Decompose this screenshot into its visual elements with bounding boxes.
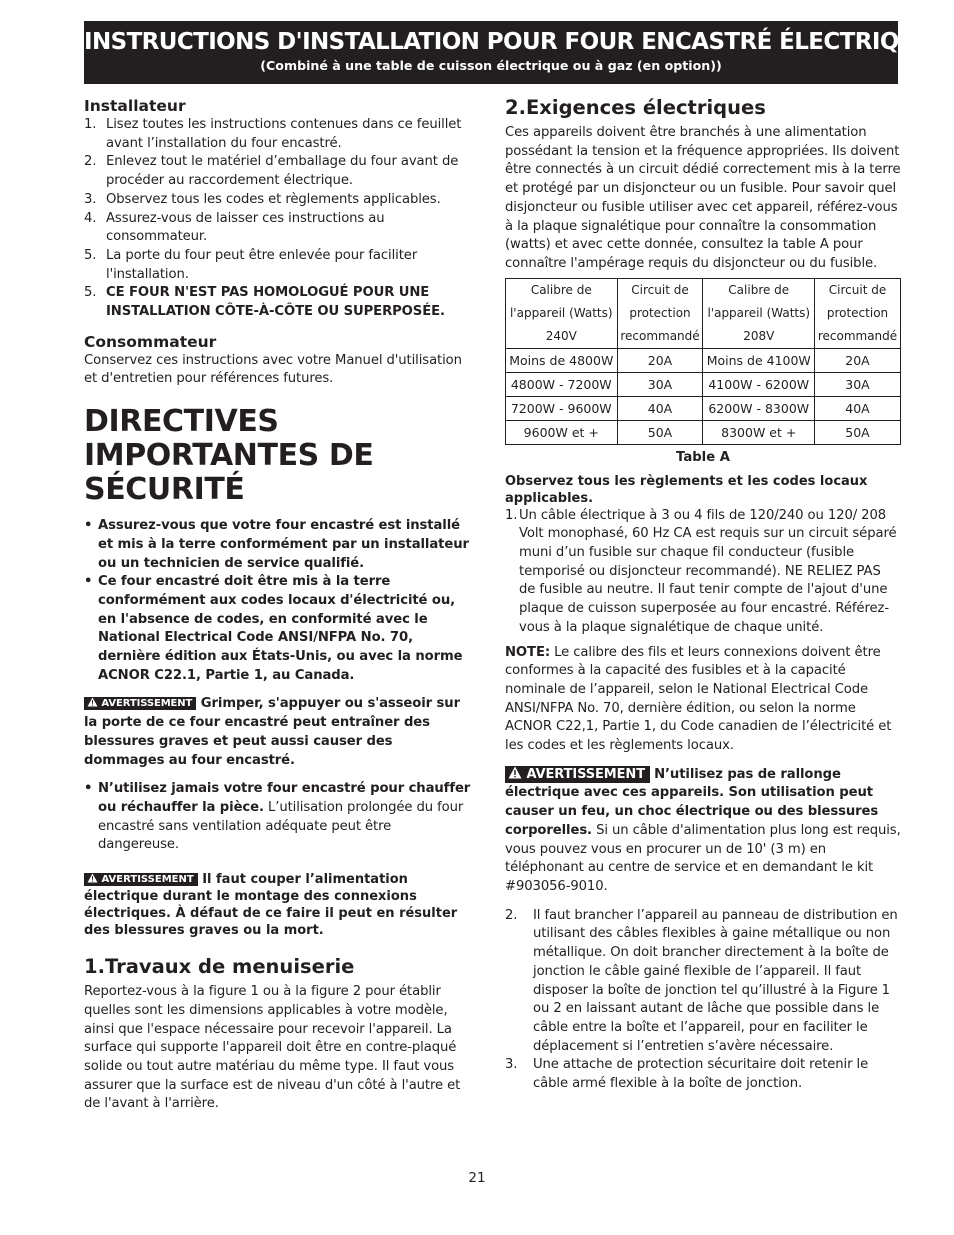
table-row <box>506 372 901 396</box>
left-column <box>84 96 474 1114</box>
table-cell: 8300W et + <box>703 420 815 444</box>
table-header-cell: Calibre de l'appareil (Watts) 240V <box>506 278 618 348</box>
table-cell: 20A <box>815 348 901 372</box>
list-item: 1. Un câble électrique à 3 ou 4 fils de 120/240 ou 120/ 208 Volt monophasé, 60 Hz CA est requis sur un circuit séparé muni d’un fusible sur chaque fil conducteur (fusible temporisé ou disjoncteur recommandé). NE RELIEZ PAS de fusible au neutre. Il faut tenir compte de l'ajout d'une plaque de cuisson superposée au four encastré. Référez-vous à la plaque signalétique de chaque unité. <box>505 507 897 635</box>
consommateur-heading: Consommateur <box>84 332 217 351</box>
header-banner <box>84 21 932 84</box>
table-cell: 9600W et + <box>506 420 618 444</box>
warning-badge: AVERTISSEMENT <box>505 766 650 783</box>
warning-door: AVERTISSEMENT Grimper, s'appuyer ou s'asseoir sur la porte de ce four encastré peut entraîner des blessures graves et peut aussi causer des dommages au four encastré. <box>84 696 460 768</box>
table-cell: 4100W - 6200W <box>703 372 815 396</box>
observe-codes: Observez tous les règlements et les codes locaux applicables. <box>505 473 868 506</box>
right-column <box>505 96 901 1094</box>
electrical-list-1 <box>505 507 901 638</box>
table-cell: Moins de 4100W <box>703 348 815 372</box>
section2-intro: Ces appareils doivent être branchés à une alimentation possédant la tension et la fréquence appropriées. Ils doivent être connectés à un circuit dédié correctement mis à la terre et protégé par un disjoncteur ou un fusible. Pour savoir quel disjoncteur ou fusible utiliser avec cet appareil, référez-vous à la plaque signalétique pour connaître la consommation (watts) et avec cette donnée, consultez la table A pour connaître l'ampérage requis du disjoncteur ou du fusible. <box>505 125 901 271</box>
warning-power: AVERTISSEMENT Il faut couper l’alimentation électrique durant le montage des connexions électriques. À défaut de ce faire il peut en résulter des blessures graves ou la mort. <box>84 872 458 939</box>
list-item: 2. Enlevez tout le matériel d’emballage du four avant de procéder au raccordement électrique. <box>84 154 459 189</box>
list-item: 2. Il faut brancher l’appareil au panneau de distribution en utilisant des câbles flexibles à gaine métallique ou non métallique. On doit brancher directement à la boîte de jonction le câble gainé flexible de l’appareil. Il faut disposer la boîte de jonction tel qu’illustré à la Figure 1 ou 2 en laissant autant de lâche que possible dans le câble entre la boîte et l’appareil, pour en faciliter le déplacement si l’entretien s’avère nécessaire. <box>505 907 898 1054</box>
table-cell: 30A <box>815 372 901 396</box>
table-cell: 7200W - 9600W <box>506 396 618 420</box>
table-cell: 50A <box>617 420 703 444</box>
amperage-table <box>505 278 901 445</box>
table-row <box>506 420 901 444</box>
table-cell: 40A <box>617 396 703 420</box>
table-cell: 20A <box>617 348 703 372</box>
list-item: 5. CE FOUR N'EST PAS HOMOLOGUÉ POUR UNE INSTALLATION CÔTE-À-CÔTE OU SUPERPOSÉE. <box>84 285 445 320</box>
list-item: 1. Lisez toutes les instructions contenues dans ce feuillet avant l’installation du four encastré. <box>84 117 462 151</box>
list-item: 3. Une attache de protection sécuritaire doit retenir le câble armé flexible à la boîte de jonction. <box>505 1057 869 1092</box>
warning-badge: AVERTISSEMENT <box>84 697 196 710</box>
consommateur-text: Conservez ces instructions avec votre Manuel d'utilisation et d'entretien pour références futures. <box>84 352 462 387</box>
table-header-cell: Calibre de l'appareil (Watts) 208V <box>703 278 815 348</box>
page-number: 21 <box>468 1170 486 1186</box>
safety-bullets <box>84 517 474 685</box>
safety-bullets-2 <box>84 780 474 855</box>
table-header-cell: Circuit de protection recommandé <box>815 278 901 348</box>
table-cell: 50A <box>815 420 901 444</box>
section1-text: Reportez-vous à la figure 1 ou à la figure 2 pour établir quelles sont les dimensions applicables à votre modèle, ainsi que l'espace nécessaire pour recevoir l'appareil. La surface qui supporte l'appareil doit être en contre-plaqué solide ou tout autre matériau du même type. Il faut vous assurer que la surface est de niveau d'un côté à l'autre et de l'avant à l'arrière. <box>84 984 461 1112</box>
list-item: • N’utilisez jamais votre four encastré pour chauffer ou réchauffer la pièce. L’utilisation prolongée du four encastré sans ventilation adéquate peut être dangereuse. <box>84 781 471 853</box>
electrical-list-2 <box>505 907 901 1094</box>
document-title: INSTRUCTIONS D'INSTALLATION POUR FOUR ENCASTRÉ ÉLECTRIQUE <box>84 29 932 55</box>
installateur-list <box>84 116 474 322</box>
warning-badge: AVERTISSEMENT <box>84 873 198 886</box>
table-row <box>506 348 901 372</box>
table-cell: 30A <box>617 372 703 396</box>
table-cell: 6200W - 8300W <box>703 396 815 420</box>
list-item: • Assurez-vous que votre four encastré est installé et mis à la terre conformément par un installateur ou un technicien de service qualifié. <box>84 518 469 571</box>
list-item: 3. Observez tous les codes et règlements applicables. <box>84 191 441 207</box>
safety-title: DIRECTIVES IMPORTANTES DE SÉCURITÉ <box>84 404 374 508</box>
table-header-row <box>506 278 901 348</box>
table-cell: Moins de 4800W <box>506 348 618 372</box>
list-item: 5. La porte du four peut être enlevée pour faciliter l'installation. <box>84 247 418 282</box>
section1-heading: 1.Travaux de menuiserie <box>84 955 355 979</box>
table-caption: Table A <box>676 449 730 465</box>
warning-extension-cord: AVERTISSEMENT N’utilisez pas de rallonge électrique avec ces appareils. Son utilisation peut causer un feu, un choc électrique ou des blessures corporelles. Si un câble d'alimentation plus long est requis, vous pouvez vous en procurer un de 10' (3 m) en téléphonant au centre de service et en demandant le kit #903056-9010. <box>505 766 901 894</box>
table-row <box>506 396 901 420</box>
warning-triangle-icon <box>508 766 522 779</box>
list-item: • Ce four encastré doit être mis à la terre conformément aux codes locaux d'électricité ou, en l'absence de codes, en conformité avec le National Electrical Code ANSI/NFPA No. 70, dernière édition aux États-Unis, ou avec la norme ACNOR C22.1, Partie 1, au Canada. <box>84 574 463 683</box>
table-cell: 4800W - 7200W <box>506 372 618 396</box>
installateur-heading: Installateur <box>84 97 186 115</box>
section2-heading: 2.Exigences électriques <box>505 96 766 119</box>
warning-triangle-icon <box>87 873 98 883</box>
warning-triangle-icon <box>87 697 98 707</box>
table-cell: 40A <box>815 396 901 420</box>
note-text: NOTE: Le calibre des fils et leurs connexions doivent être conformes à la capacité des fusibles et à la capacité nominale de l’appareil, selon le National Electrical Code ANSI/NFPA No. 70, dernière édition, ou selon la norme ACNOR C22,1, Partie 1, du Code canadien de l’électricité et les codes et les règlements locaux. <box>505 644 892 754</box>
document-subtitle: (Combiné à une table de cuisson électrique ou à gaz (en option)) <box>260 58 722 73</box>
table-header-cell: Circuit de protection recommandé <box>617 278 703 348</box>
list-item: 4. Assurez-vous de laisser ces instructions au consommateur. <box>84 210 385 245</box>
